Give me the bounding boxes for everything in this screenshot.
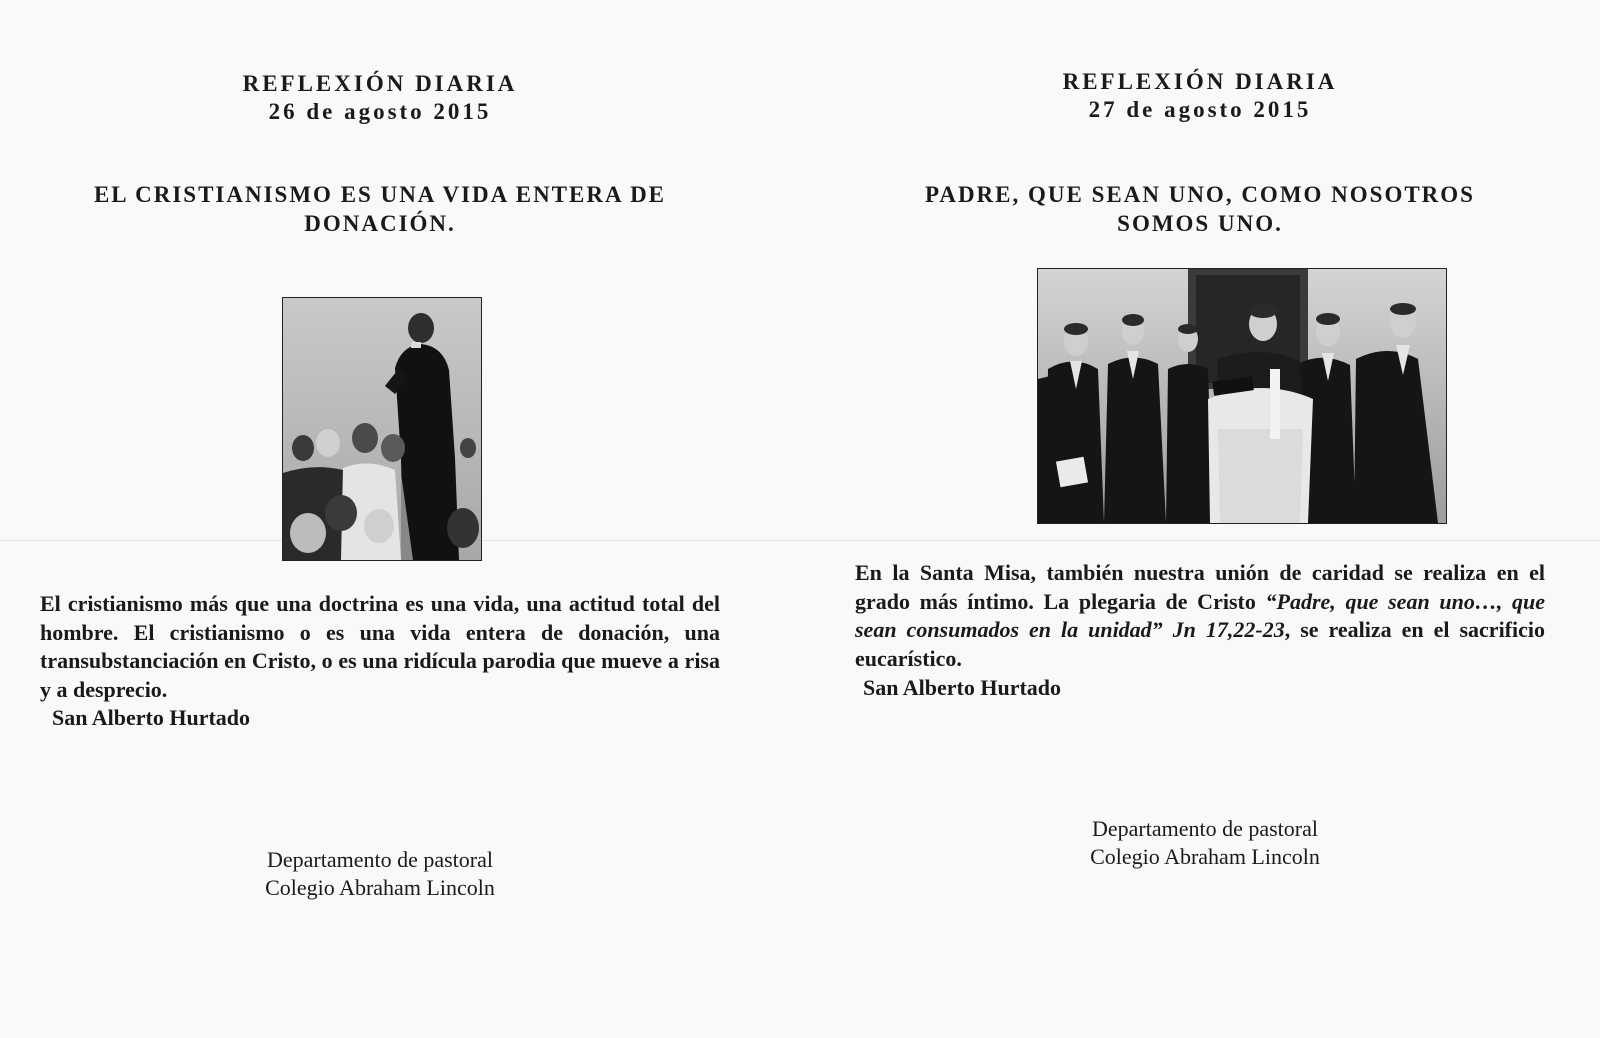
photo-mass-group: [1037, 268, 1447, 524]
body-intro: En la Santa Misa, también nuestra unión de caridad se realiza en el grado más íntimo. La plegaria de Cristo: [855, 560, 1545, 614]
reflection-author: San Alberto Hurtado: [52, 705, 251, 730]
reflection-date: 26 de agosto 2015: [268, 99, 492, 124]
heading-text: REFLEXIÓN DIARIA: [242, 71, 518, 96]
title-line: PADRE, QUE SEAN UNO, COMO NOSOTROS: [925, 182, 1475, 207]
reflection-title: [855, 180, 1545, 238]
footer-credit: [855, 815, 1555, 871]
title-line: EL CRISTIANISMO ES UNA VIDA ENTERA DE: [93, 182, 667, 207]
title-line: DONACIÓN.: [304, 211, 456, 236]
reflection-right: [855, 0, 1545, 1038]
reflection-title: [40, 180, 720, 238]
body-scripture-quote: “Padre, que sean uno…, que sean consumados en la unidad” Jn 17,22-23: [855, 588, 1545, 642]
footer-school: Colegio Abraham Lincoln: [1090, 844, 1320, 869]
footer-department: Departamento de pastoral: [266, 847, 493, 872]
photo-priest-preaching: [282, 297, 482, 561]
title-line: SOMOS UNO.: [1117, 211, 1283, 236]
reflection-author: San Alberto Hurtado: [863, 675, 1062, 700]
footer-school: Colegio Abraham Lincoln: [265, 875, 495, 900]
reflection-left: [40, 0, 720, 1038]
footer-credit: [40, 846, 720, 902]
reflection-heading: [40, 70, 720, 126]
body-end: , se realiza en el sacrificio eucarístico.: [855, 617, 1545, 671]
reflection-heading: [855, 68, 1545, 124]
reflection-body: [855, 559, 1545, 673]
heading-text: REFLEXIÓN DIARIA: [1062, 69, 1338, 94]
footer-department: Departamento de pastoral: [1091, 816, 1318, 841]
reflection-body: El cristianismo más que una doctrina es una vida, una actitud total del hombre. El cristianismo o es una vida entera de donación, una transubstanciación en Cristo, o es una ridícula parodia que mueve a risa y a desprecio.: [40, 591, 720, 702]
reflection-date: 27 de agosto 2015: [1088, 97, 1312, 122]
